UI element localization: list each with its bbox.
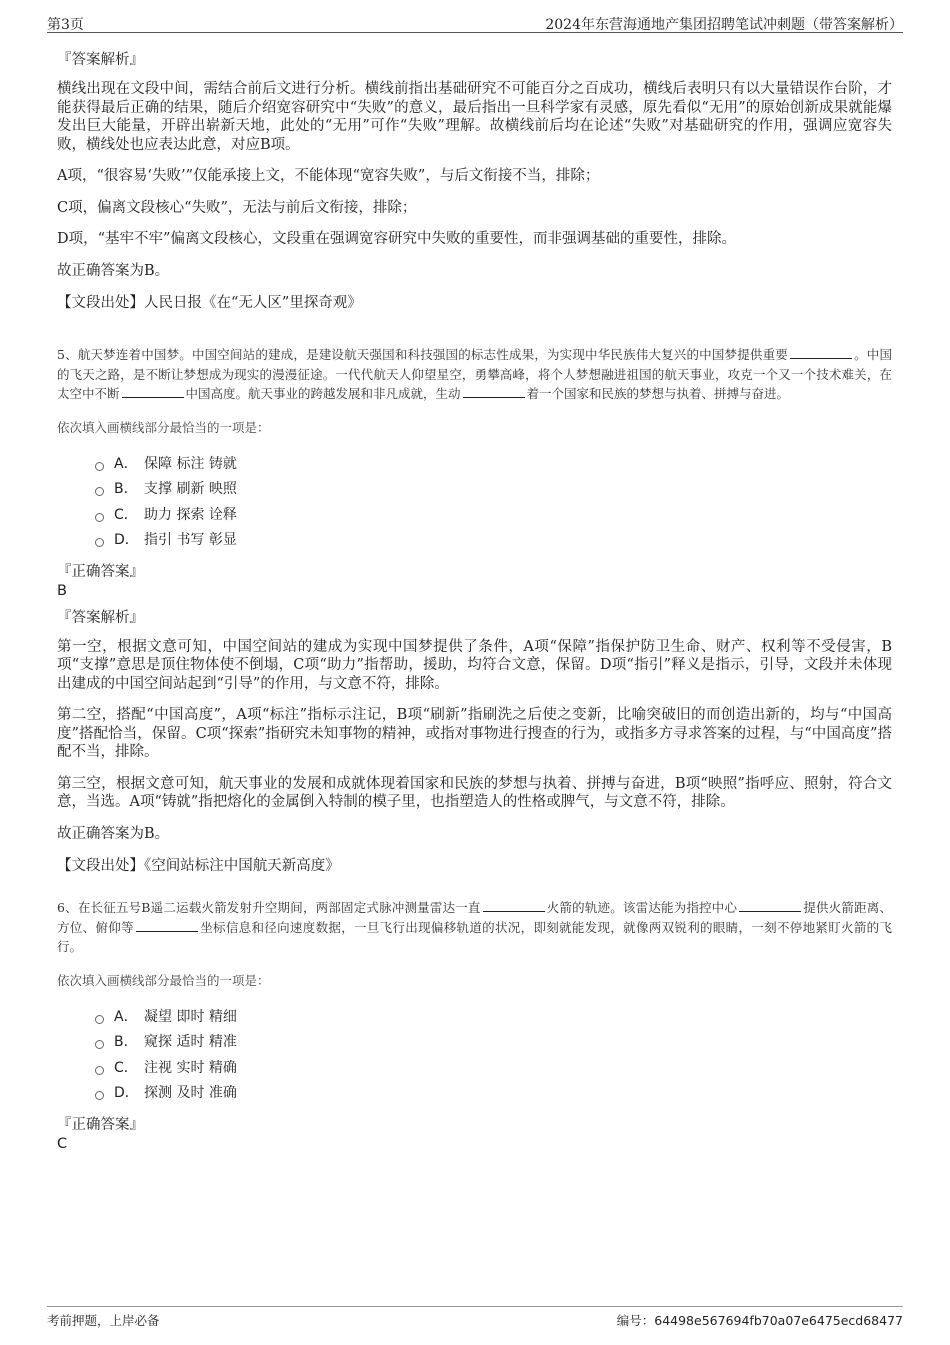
q5-answer-title: 『正确答案』 [57,563,144,580]
q6-options [95,1005,892,1107]
page-header [47,8,903,33]
page-footer [47,1306,903,1327]
fill-blank [122,385,184,398]
q5-analysis-paragraph: 故正确答案为B。 [57,825,170,842]
q6-prompt: 依次填入画横线部分最恰当的一项是： [57,972,270,988]
radio-icon[interactable] [95,1091,104,1100]
q5-option-b[interactable]: B． 支撑 刷新 映照 [95,477,892,503]
q5-options [95,452,892,554]
q5-analysis-paragraph: 第三空，根据文意可知，航天事业的发展和成就体现着国家和民族的梦想与执着、拼搏与奋进，B项“映照”指呼应、照射，符合文意，当选。A项“铸就”指把熔化的金属倒入特制的模子里，也指塑造人的性格或脾气，与文意不符，排除。 [57,775,892,810]
radio-icon[interactable] [95,1066,104,1075]
footer-slogan: 考前押题，上岸必备 [47,1313,160,1328]
q4-analysis-paragraph: D项，“基牢不牢”偏离文段核心，文段重在强调宽容研究中失败的重要性，而非强调基础的重要性，排除。 [57,231,736,247]
q4-source: 【文段出处】人民日报《在“无人区”里探奇观》 [57,295,362,311]
q5-answer: B [57,582,67,599]
radio-icon[interactable] [95,462,104,471]
q4-analysis-paragraph: A项，“很容易‘失败’”仅能承接上文，不能体现“宽容失败”，与后文衔接不当，排除； [57,168,600,184]
page-number: 第3页 [47,17,84,33]
q6-option-d[interactable]: D． 探测 及时 准确 [95,1081,892,1107]
q4-analysis-paragraph: 横线出现在文段中间，需结合前后文进行分析。横线前指出基础研究不可能百分之百成功，横线后表明只有以大量错误作台阶，才能获得最后正确的结果，随后介绍宽容研究中“失败”的意义，最后指出一旦科学家有灵感，原先看似“无用”的原始创新成果就能爆发出巨大能量，开辟出崭新天地，此处的“无用”可作“失败”理解。故横线前后均在论述“失败”对基础研究的作用，强调应宽容失败，横线处也应表达此意，对应B项。 [57,81,892,153]
footer-code: 编号：64498e567694fb70a07e6475ecd68477 [616,1313,903,1328]
q5-analysis-title: 『答案解析』 [57,609,144,626]
q4-analysis-paragraph: C项，偏离文段核心“失败”，无法与前后文衔接，排除； [57,199,417,216]
q5-source: 【文段出处】《空间站标注中国航天新高度》 [57,858,340,874]
page-content [57,42,892,1159]
q6-option-c[interactable]: C． 注视 实时 精确 [95,1056,892,1082]
q4-analysis-title: 『答案解析』 [57,52,144,68]
q5-analysis-paragraph: 第二空，搭配“中国高度”，A项“标注”指标示注记，B项“刷新”指刷洗之后使之变新，比喻突破旧的而创造出新的，均与“中国高度”搭配恰当，保留。C项“探索”指研究未知事物的精神，或指对事物进行搜查的行为，或指多方寻求答案的过程，与“中国高度”搭配不当，排除。 [57,707,892,760]
radio-icon[interactable] [95,487,104,496]
q5-prompt: 依次填入画横线部分最恰当的一项是： [57,419,270,435]
q5-option-d[interactable]: D． 指引 书写 彰显 [95,528,892,554]
document-title: 2024年东营海通地产集团招聘笔试冲刺题（带答案解析） [545,17,903,33]
q5-option-a[interactable]: A． 保障 标注 铸就 [95,452,892,478]
q6-answer-title: 『正确答案』 [57,1116,144,1133]
q6-option-b[interactable]: B． 窥探 适时 精准 [95,1030,892,1056]
q5-question-text: 5、航天梦连着中国梦。中国空间站的建成，是建设航天强国和科技强国的标志性成果，为实现中华民族伟大复兴的中国梦提供重要 。中国的飞天之路，是不断让梦想成为现实的漫漫征途。一代代航天人仰望星空，勇攀高峰，将个人梦想融进祖国的航天事业，攻克一个又一个技术难关，在太空中不断 中国高度。航天事业的跨越发展和非凡成就，生动 着一个国家和民族的梦想与执着、拼搏与奋进。 [57,347,892,401]
fill-blank [136,919,198,932]
fill-blank [739,899,801,912]
radio-icon[interactable] [95,538,104,547]
q5-option-c[interactable]: C． 助力 探索 诠释 [95,503,892,529]
radio-icon[interactable] [95,1040,104,1049]
fill-blank [790,346,852,359]
radio-icon[interactable] [95,513,104,522]
q6-answer: C [57,1135,68,1152]
radio-icon[interactable] [95,1015,104,1024]
q5-analysis-paragraph: 第一空，根据文意可知，中国空间站的建成为实现中国梦提供了条件，A项“保障”指保护防卫生命、财产、权利等不受侵害，B项“支撑”意思是顶住物体使不倒塌，C项“助力”指帮助，援助，均符合文意，保留。D项“指引”释义是指示，引导，文段并未体现出建成的中国空间站起到“引导”的作用，与文意不符，排除。 [57,638,892,692]
q6-question-text: 6、在长征五号B遥二运载火箭发射升空期间，两部固定式脉冲测量雷达一直 火箭的轨迹。该雷达能为指控中心 提供火箭距离、方位、俯仰等 坐标信息和径向速度数据，一旦飞行出现偏移轨道的状况，即刻就能发现，就像两双锐利的眼睛，一刻不停地紧盯火箭的飞行。 [57,900,892,954]
q4-analysis-paragraph: 故正确答案为B。 [57,262,170,279]
q6-option-a[interactable]: A． 凝望 即时 精细 [95,1005,892,1031]
fill-blank [463,385,525,398]
fill-blank [483,899,545,912]
